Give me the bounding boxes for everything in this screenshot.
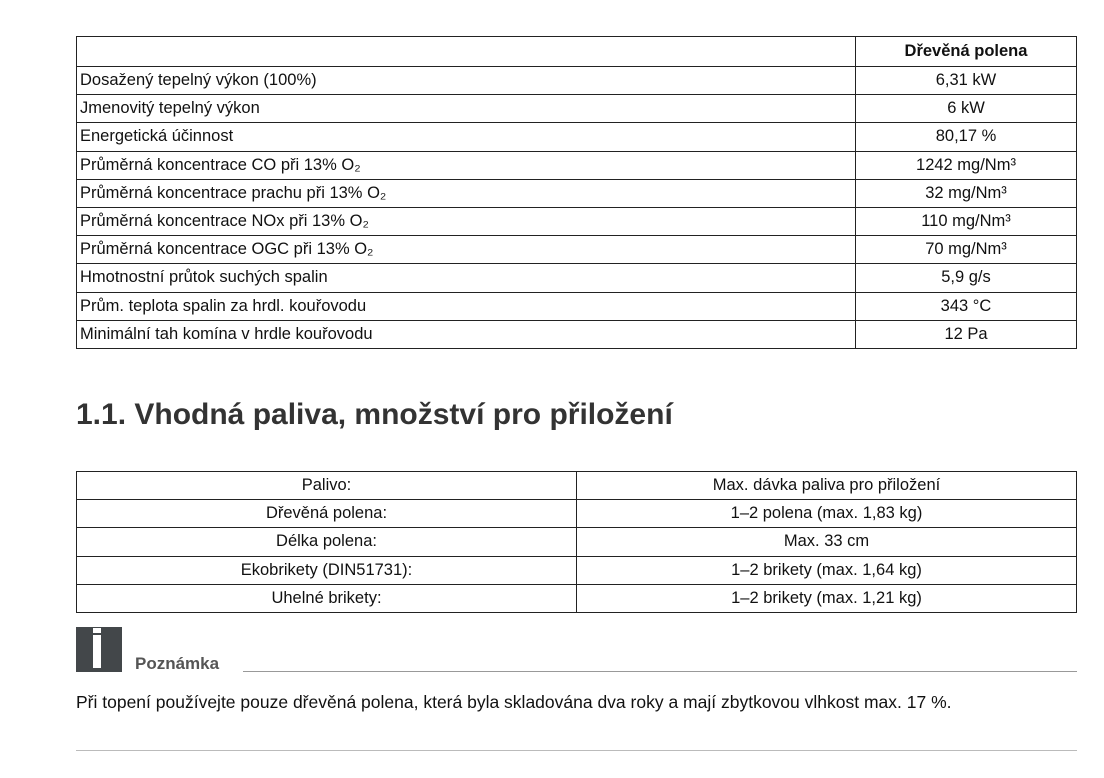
parameter-label: Průměrná koncentrace NOx při 13% O₂ bbox=[77, 207, 856, 235]
info-icon bbox=[76, 627, 122, 672]
parameter-label: Minimální tah komína v hrdle kouřovodu bbox=[77, 320, 856, 348]
parameter-value: 5,9 g/s bbox=[856, 264, 1077, 292]
table-row bbox=[77, 207, 1077, 235]
parameter-value: 343 °C bbox=[856, 292, 1077, 320]
parameter-label: Dosažený tepelný výkon (100%) bbox=[77, 67, 856, 95]
parameter-value: 32 mg/Nm³ bbox=[856, 179, 1077, 207]
table-row bbox=[77, 67, 1077, 95]
parameter-value: 6 kW bbox=[856, 95, 1077, 123]
fuel-amount: 1–2 brikety (max. 1,64 kg) bbox=[577, 556, 1077, 584]
column-header: Palivo: bbox=[77, 472, 577, 500]
parameter-label: Energetická účinnost bbox=[77, 123, 856, 151]
parameter-value: 1242 mg/Nm³ bbox=[856, 151, 1077, 179]
table-header-row bbox=[77, 37, 1077, 67]
fuel-table bbox=[76, 471, 1077, 613]
table-row bbox=[77, 264, 1077, 292]
column-header: Max. dávka paliva pro přiložení bbox=[577, 472, 1077, 500]
parameter-value: 70 mg/Nm³ bbox=[856, 236, 1077, 264]
parameter-label: Prům. teplota spalin za hrdl. kouřovodu bbox=[77, 292, 856, 320]
table-row bbox=[77, 556, 1077, 584]
technical-parameters-table bbox=[76, 36, 1077, 349]
parameter-value: 80,17 % bbox=[856, 123, 1077, 151]
fuel-amount: 1–2 brikety (max. 1,21 kg) bbox=[577, 584, 1077, 612]
table-row bbox=[77, 236, 1077, 264]
divider bbox=[76, 750, 1077, 751]
parameter-value: 110 mg/Nm³ bbox=[856, 207, 1077, 235]
table-row bbox=[77, 95, 1077, 123]
divider bbox=[243, 671, 1077, 672]
table-row bbox=[77, 179, 1077, 207]
fuel-name: Dřevěná polena: bbox=[77, 500, 577, 528]
table-row bbox=[77, 123, 1077, 151]
section-heading: 1.1. Vhodná paliva, množství pro přiložení bbox=[76, 398, 673, 431]
empty-header-cell bbox=[77, 37, 856, 67]
table-row bbox=[77, 528, 1077, 556]
parameter-label: Průměrná koncentrace CO při 13% O₂ bbox=[77, 151, 856, 179]
table-row bbox=[77, 320, 1077, 348]
table-row bbox=[77, 292, 1077, 320]
table-header-row bbox=[77, 472, 1077, 500]
note-text: Při topení používejte pouze dřevěná polena, která byla skladována dva roky a mají zbytkovou vlhkost max. 17 %. bbox=[76, 692, 952, 712]
parameter-value: 12 Pa bbox=[856, 320, 1077, 348]
fuel-name: Ekobrikety (DIN51731): bbox=[77, 556, 577, 584]
parameter-value: 6,31 kW bbox=[856, 67, 1077, 95]
fuel-name: Délka polena: bbox=[77, 528, 577, 556]
fuel-amount: 1–2 polena (max. 1,83 kg) bbox=[577, 500, 1077, 528]
fuel-amount: Max. 33 cm bbox=[577, 528, 1077, 556]
table-row bbox=[77, 151, 1077, 179]
table-row bbox=[77, 500, 1077, 528]
fuel-name: Uhelné brikety: bbox=[77, 584, 577, 612]
table-row bbox=[77, 584, 1077, 612]
parameter-label: Hmotnostní průtok suchých spalin bbox=[77, 264, 856, 292]
parameter-label: Průměrná koncentrace OGC při 13% O₂ bbox=[77, 236, 856, 264]
column-header: Dřevěná polena bbox=[856, 37, 1077, 67]
note-title: Poznámka bbox=[135, 654, 220, 673]
parameter-label: Jmenovitý tepelný výkon bbox=[77, 95, 856, 123]
parameter-label: Průměrná koncentrace prachu při 13% O₂ bbox=[77, 179, 856, 207]
